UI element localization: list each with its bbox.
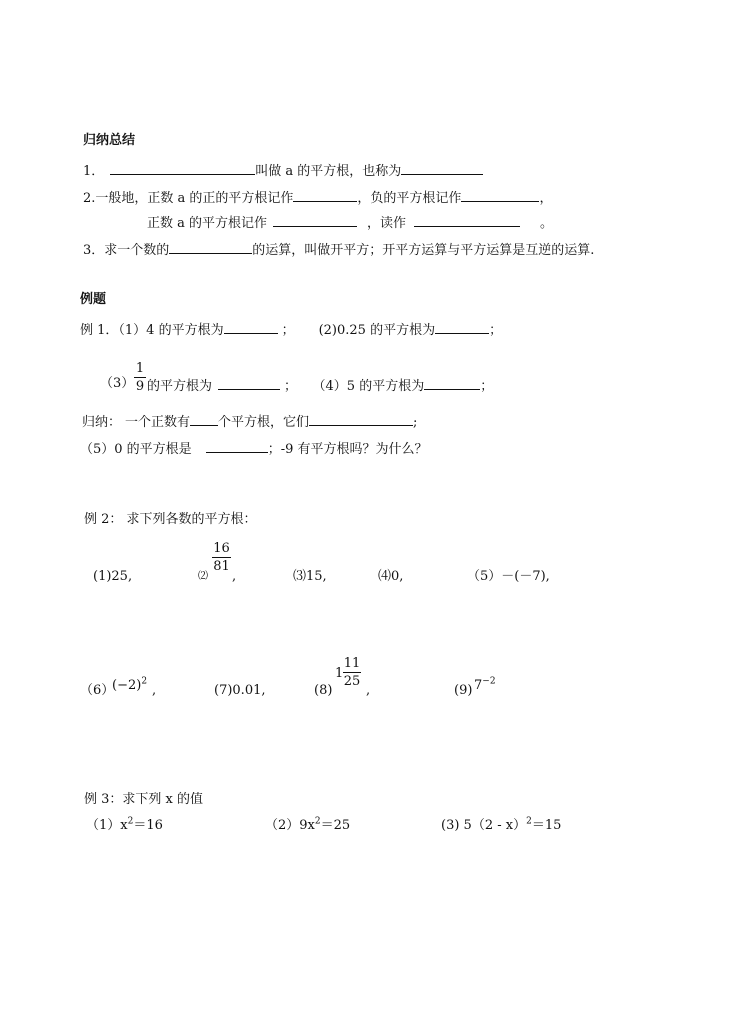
mixed-number-whole: 1 [335,666,344,681]
ex1-q3-text: 的平方根为 [147,379,213,394]
blank-square-roots-notation[interactable] [273,213,357,227]
line-2-mid: ，负的平方根记作 [357,191,462,206]
ex2-item-1: (1)25, [93,569,133,584]
ex1-q1: 例 1．（1）4 的平方根为 [80,323,224,338]
summary-line-2 [83,188,552,207]
ex2-item-9-expr [474,678,496,694]
ex3-q1-lhs: （1）x [86,818,128,833]
ex1-summary-end: ; [413,415,418,430]
ex2-item-5: （5）－(－7), [467,569,550,584]
fraction-denominator: 25 [343,674,361,689]
ex2-item-7: (7)0.01, [214,683,266,698]
fraction-numerator: 16 [213,541,230,556]
summary-line-1 [83,161,483,180]
fraction-bar [134,377,146,378]
ex1-line-1 [80,320,502,339]
ex2-item-6-expr [112,678,147,694]
ex2-item-6-end: , [152,683,157,698]
ex1-q3-label: （3） [100,376,135,391]
fraction-bar [212,557,231,558]
ex3-q3 [441,818,561,834]
ex3-q2-exponent: 2 [314,816,321,827]
line-1-prefix: 1． [83,164,105,179]
ex1-summary-text-2: 个平方根，它们 [218,415,310,430]
ex2-item-3: ⑶15, [293,569,327,584]
ex3-q3-lhs: (3) 5（2 - x） [441,818,527,833]
fraction-11-25 [343,656,361,689]
ex3-q3-exponent: 2 [526,816,532,827]
blank-ex1-q4[interactable] [424,376,480,390]
ex1-summary-line [82,412,417,431]
ex3-q1-exponent: 2 [127,816,134,827]
blank-count[interactable] [190,412,218,426]
line-3-end: 。 [540,216,554,231]
blank-ex1-q5[interactable] [206,439,268,453]
blank-positive-root[interactable] [293,188,357,202]
expr-exponent: 2 [141,676,148,687]
ex2-item-8-end: , [366,683,371,698]
line-2-end: ， [539,191,553,206]
fraction-denominator: 81 [213,559,230,574]
expr-exponent: −2 [482,676,496,687]
ex3-q1 [86,818,163,834]
summary-line-4 [83,240,594,259]
line-1-mid: 叫做 a 的平方根，也称为 [255,164,402,179]
ex2-item-4: ⑷0, [378,569,404,584]
ex2-item-6-label: （6） [80,683,115,698]
ex2-item-2-end: , [232,569,237,584]
blank-ex1-q1[interactable] [224,320,278,334]
ex2-item-2-label: ⑵ [198,571,208,582]
fraction-denominator: 9 [135,379,145,394]
blank-operation[interactable] [169,240,252,254]
ex2-title: 例 2： 求下列各数的平方根： [84,512,257,527]
fraction-bar [343,672,361,673]
line-2-prefix: 2.一般地，正数 a 的正的平方根记作 [83,191,294,206]
summary-heading: 归纳总结 [83,133,136,148]
ex1-line-4 [80,439,427,458]
ex3-q2-lhs: （2）9x [265,818,315,833]
line-3-prefix: 正数 a 的平方根记作 [147,216,268,231]
blank-also-called[interactable] [401,161,483,175]
blank-ex1-q3[interactable] [218,376,280,390]
blank-read-as[interactable] [414,213,520,227]
ex3-q2-rhs: ＝25 [320,818,351,833]
ex1-q3-end: ； [284,379,298,394]
ex3-q1-rhs: ＝16 [133,818,163,833]
ex2-item-9-label: (9) [454,683,473,698]
expr-base: 7 [474,678,483,693]
fraction-one-ninth [134,361,146,394]
ex1-q5-end: ；-9 有平方根吗？为什么？ [267,442,428,457]
fraction-numerator: 11 [343,656,361,671]
ex1-q4: （4）5 的平方根为 [319,379,425,394]
blank-relationship[interactable] [309,412,413,426]
ex1-q5: （5）0 的平方根是 [80,442,192,457]
fraction-numerator: 1 [135,361,145,376]
ex1-q2-end: ； [489,323,503,338]
ex1-q4-end: ； [480,379,494,394]
blank-ex1-q2[interactable] [435,320,489,334]
blank-negative-root[interactable] [461,188,539,202]
summary-line-3 [147,213,553,232]
ex1-q2: (2)0.25 的平方根为 [318,323,436,338]
ex3-title: 例 3：求下列 x 的值 [84,792,203,807]
blank-definition[interactable] [110,161,255,175]
ex3-q2 [265,818,350,834]
ex1-q1-end: ； [281,323,295,338]
ex3-q3-rhs: ＝15 [531,818,562,833]
examples-heading: 例题 [80,292,107,307]
expr-base: (−2) [112,678,142,693]
line-4-end: 的运算，叫做开平方；开平方运算与平方运算是互逆的运算. [252,243,595,258]
ex2-item-8-label: (8) [314,683,333,698]
fraction-16-81 [212,541,231,574]
line-4-prefix: 3．求一个数的 [83,243,170,258]
ex1-summary-label: 归纳： [82,415,122,430]
ex1-summary-text-1: 一个正数有 [125,415,191,430]
ex1-line-2 [147,376,493,395]
line-3-mid: ，读作 [367,216,407,231]
